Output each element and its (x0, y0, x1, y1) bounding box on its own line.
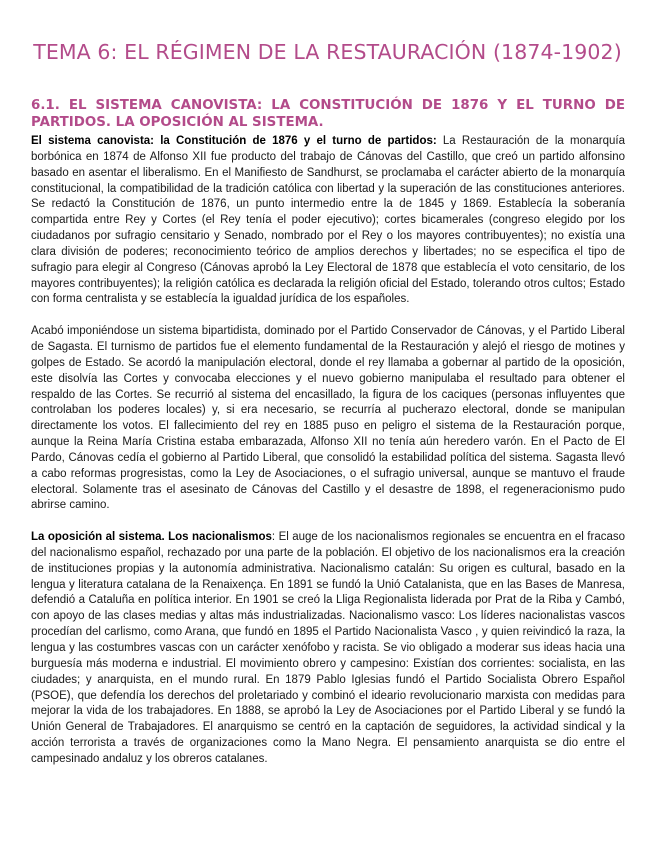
paragraph-bipartidismo (31, 324, 625, 514)
paragraph-text: La Restauración de la monarquía borbónica en 1874 de Alfonso XII fue producto del trabajo de Cánovas del Castillo, que creó un partido alfonsino basado en asentar el liberalismo. En el Manifiesto de Sandhurst, se proclamaba el carácter abierto de la monarquía constitucional, la compatibilidad de la tradición católica con libertad y la superación de las constituciones anteriores. Se redactó la Constitución de 1876, un punto intermedio entre la de 1845 y 1869. Establecía la soberanía compartida entre Rey y Cortes (el Rey tenía el poder ejecutivo); cortes bicamerales (congreso elegido por los ciudadanos por sufragio censitario y Senado, nombrado por el Rey o los mayores contribuyentes); no existía una clara división de poderes; reconocimiento teórico de amplios derechos y libertades; no se especifica el tipo de sufragio para elegir al Congreso (Cánovas aprobó la Ley Electoral de 1878 que establecía el voto censitario, de los mayores contribuyentes); la religión católica es declarada la religión oficial del Estado, tolerando otros cultos; Estado con forma centralista y se establecía la igualdad jurídica de los españoles. (31, 135, 626, 306)
section-heading: 6.1. EL SISTEMA CANOVISTA: LA CONSTITUCIÓN DE 1876 Y EL TURNO DE PARTIDOS. LA OPOSICIÓN AL SISTEMA. (31, 98, 625, 130)
paragraph-lead: La oposición al sistema. Los nacionalismos (31, 531, 272, 544)
document-title: TEMA 6: EL RÉGIMEN DE LA RESTAURACIÓN (1874-1902) (33, 40, 622, 64)
paragraph-canovista (31, 134, 625, 308)
paragraph-oposicion (31, 530, 625, 768)
paragraph-text: Acabó imponiéndose un sistema bipartidista, dominado por el Partido Conservador de Cánovas, y el Partido Liberal de Sagasta. El turnismo de partidos fue el elemento fundamental de la Restauración y alejó el riesgo de motines y golpes de Estado. Se acordó la manipulación electoral, donde el rey llamaba a gobernar al partido de la oposición, este disolvía las Cortes y convocaba elecciones y el nuevo gobierno manipulaba el resultado para obtener el respaldo de las Cortes. Se recurrió al sistema del encasillado, la figura de los caciques (personas influyentes que controlaban los poderes locales) y, si era necesario, se recurría al pucherazo electoral, donde se manipulan directamente los votos. El fallecimiento del rey en 1885 puso en peligro el sistema de la Restauración porque, aunque la Reina María Cristina estaba embarazada, Alfonso XII no tenía aún heredero varón. En el Pacto de El Pardo, Cánovas cedía el gobierno al Partido Liberal, que consolidó la estabilidad política del sistema. Sagasta llevó a cabo reformas progresistas, como la Ley de Asociaciones, o el sufragio universal, aunque se mantuvo el fraude electoral. Solamente tras el asesinato de Cánovas del Castillo y el desastre de 1898, el regeneracionismo pudo abrirse camino. (31, 325, 625, 512)
document-body (31, 134, 625, 768)
paragraph-lead: El sistema canovista: la Constitución de 1876 y el turno de partidos: (31, 135, 437, 147)
paragraph-text: : El auge de los nacionalismos regionales se encuentra en el fracaso del nacionalismo español, rechazado por una parte de la población. El objetivo de los nacionalismos era la creación de instituciones propias y la autonomía administrativa. Nacionalismo catalán: Su origen es cultural, basado en la lengua y literatura catalana de la Renaixença. En 1891 se fundó la Unió Catalanista, que en las Bases de Manresa, defendió a Cataluña en política interior. En 1901 se creó la Lliga Regionalista liderada por Prat de la Riba y Cambó, con apoyo de las clases medias y altas más industrializadas. Nacionalismo vasco: Los líderes nacionalistas vascos procedían del carlismo, como Arana, que fundó en 1895 el Partido Nacionalista Vasco , y quien reivindicó la raza, la lengua y las costumbres vascas con un carácter xenófobo y racista. Se vio obligado a moderar sus ideas hacia una burguesía más moderna e industrial. El movimiento obrero y campesino: Existían dos corrientes: socialista, en las ciudades; y anarquista, en el mundo rural. En 1879 Pablo Iglesias fundó el Partido Socialista Obrero Español (PSOE), que defendía los derechos del proletariado y combinó el ideario revolucionario marxista con medidas para mejorar la vida de los trabajadores. En 1888, se aprobó la Ley de Asociaciones por el Partido Liberal y se fundó la Unión General de Trabajadores. El anarquismo se centró en la captación de seguidores, la actividad sindical y la acción terrorista a través de organizaciones como la Mano Negra. El pensamiento anarquista se dio entre el campesinado andaluz y los obreros catalanes. (31, 531, 626, 765)
